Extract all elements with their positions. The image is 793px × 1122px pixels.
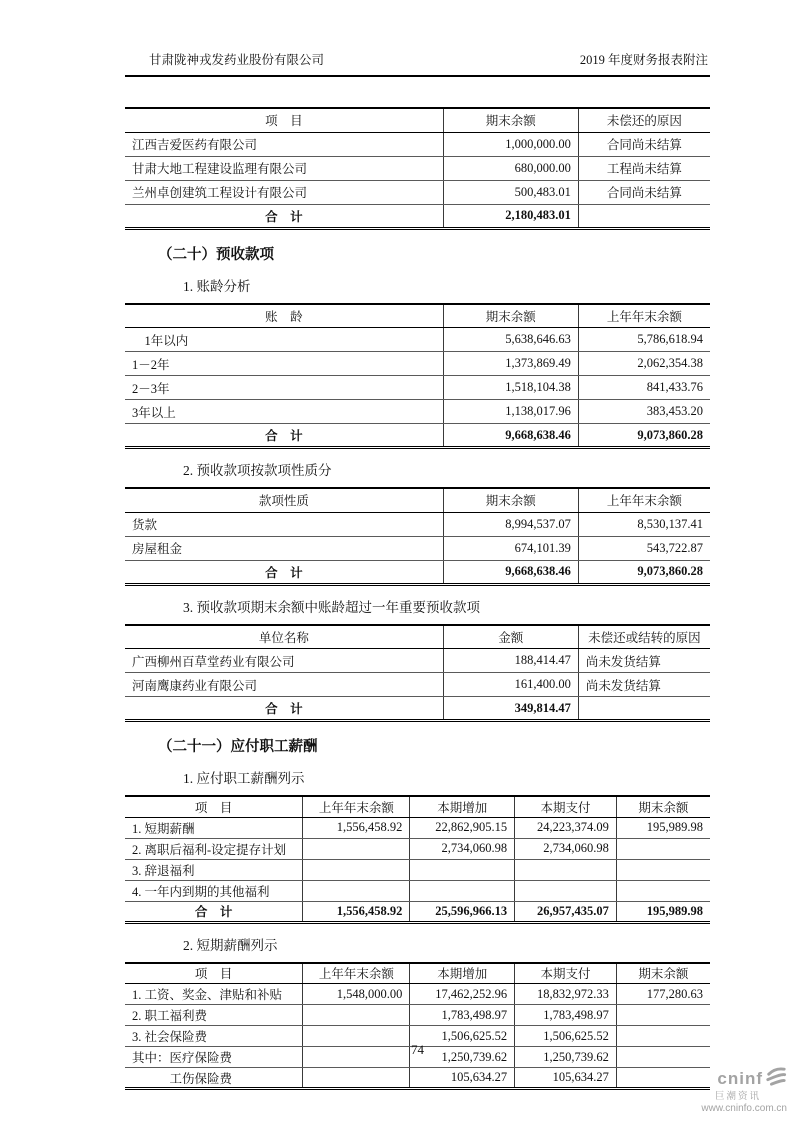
column-header: 上年年末余额	[303, 963, 410, 984]
column-header: 本期支付	[515, 796, 617, 817]
table-cell: 9,073,860.28	[578, 560, 710, 584]
table-cell	[578, 204, 710, 228]
table-cell: 1,250,739.62	[515, 1047, 617, 1068]
table-cell	[303, 859, 410, 880]
column-header: 本期支付	[515, 963, 617, 984]
table-cell: 383,453.20	[578, 400, 710, 424]
aging-analysis-table	[125, 303, 710, 450]
table-cell	[515, 859, 617, 880]
section-20-sub2-heading: 2. 预收款项按款项性质分	[183, 463, 332, 478]
table-cell: 24,223,374.09	[515, 817, 617, 838]
column-header: 期末余额	[443, 108, 578, 132]
table-header-row	[125, 796, 710, 817]
table-row	[125, 156, 710, 180]
table-cell: 9,668,638.46	[443, 560, 578, 584]
table-cell: 2,180,483.01	[443, 204, 578, 228]
section-20-sub1-heading: 1. 账龄分析	[183, 278, 251, 294]
table-cell: 1. 短期薪酬	[125, 817, 303, 838]
table-row	[125, 817, 710, 838]
table-cell: 3. 辞退福利	[125, 859, 303, 880]
total-row	[125, 204, 710, 228]
table-cell: 合 计	[125, 560, 443, 584]
column-header: 款项性质	[125, 488, 443, 512]
table-cell: 188,414.47	[443, 649, 578, 673]
table-cell: 18,832,972.33	[515, 984, 617, 1005]
table-cell	[303, 1068, 410, 1089]
page-number: 74	[411, 1042, 424, 1057]
section-21-heading: （二十一）应付职工薪酬	[158, 739, 318, 755]
table-cell	[616, 880, 710, 901]
column-header: 项 目	[125, 963, 303, 984]
table-cell: 25,596,966.13	[410, 901, 515, 922]
table-cell: 195,989.98	[616, 817, 710, 838]
table-cell: 合 计	[125, 901, 303, 922]
short-term-compensation-table	[125, 962, 710, 1091]
table-cell: 1,000,000.00	[443, 132, 578, 156]
table-cell: 841,433.76	[578, 376, 710, 400]
table-cell: 2,734,060.98	[515, 838, 617, 859]
table-header-row	[125, 625, 710, 649]
table-header-row	[125, 108, 710, 132]
total-row	[125, 560, 710, 584]
column-header: 上年年末余额	[578, 488, 710, 512]
table-cell	[410, 859, 515, 880]
cninfo-swirl-icon	[765, 1066, 787, 1091]
table-cell: 1,518,104.38	[443, 376, 578, 400]
table-row	[125, 859, 710, 880]
table-cell: 1－2年	[125, 352, 443, 376]
table-row	[125, 649, 710, 673]
table-cell	[303, 880, 410, 901]
table-cell: 5,786,618.94	[578, 328, 710, 352]
table-cell: 1,250,739.62	[410, 1047, 515, 1068]
table-cell: 3. 社会保险费	[125, 1026, 303, 1047]
table-row	[125, 838, 710, 859]
table-cell: 工程尚未结算	[578, 156, 710, 180]
table-cell: 2,062,354.38	[578, 352, 710, 376]
table-cell: 尚未发货结算	[578, 673, 710, 697]
table-cell	[616, 838, 710, 859]
table-row	[125, 376, 710, 400]
employee-payroll-table	[125, 795, 710, 924]
table-cell: 1. 工资、奖金、津贴和补贴	[125, 984, 303, 1005]
column-header: 账 龄	[125, 304, 443, 328]
table-cell: 兰州卓创建筑工程设计有限公司	[125, 180, 443, 204]
table-cell: 工伤保险费	[125, 1068, 303, 1089]
section-21-sub1-heading: 1. 应付职工薪酬列示	[183, 771, 305, 786]
table-row	[125, 1068, 710, 1089]
table-cell: 26,957,435.07	[515, 901, 617, 922]
table-row	[125, 536, 710, 560]
table-header-row	[125, 488, 710, 512]
table-cell: 2. 职工福利费	[125, 1005, 303, 1026]
table-cell: 合 计	[125, 697, 443, 721]
total-row	[125, 424, 710, 448]
table-cell: 1年以内	[125, 328, 443, 352]
company-name: 甘肃陇神戎发药业股份有限公司	[149, 53, 325, 67]
column-header: 本期增加	[410, 963, 515, 984]
table-row	[125, 400, 710, 424]
report-title: 2019 年度财务报表附注	[579, 53, 708, 67]
table-row	[125, 673, 710, 697]
page-content	[125, 50, 710, 1090]
table-cell: 3年以上	[125, 400, 443, 424]
table-row	[125, 1005, 710, 1026]
payment-nature-table	[125, 487, 710, 586]
table-cell	[303, 1005, 410, 1026]
section-20-sub3-heading: 3. 预收款项期末余额中账龄超过一年重要预收款项	[183, 599, 480, 615]
table-cell: 177,280.63	[616, 984, 710, 1005]
table-row	[125, 328, 710, 352]
table-cell: 合 计	[125, 204, 443, 228]
table-cell	[303, 838, 410, 859]
table-row	[125, 880, 710, 901]
column-header: 金额	[443, 625, 578, 649]
table-cell: 1,138,017.96	[443, 400, 578, 424]
table-cell: 4. 一年内到期的其他福利	[125, 880, 303, 901]
column-header: 项 目	[125, 796, 303, 817]
table-header-row	[125, 304, 710, 328]
table-cell: 22,862,905.15	[410, 817, 515, 838]
table-cell: 广西柳州百草堂药业有限公司	[125, 649, 443, 673]
document-header	[125, 50, 710, 77]
column-header: 期末余额	[443, 304, 578, 328]
column-header: 本期增加	[410, 796, 515, 817]
section-21-sub2-heading: 2. 短期薪酬列示	[183, 937, 278, 953]
table-cell: 9,668,638.46	[443, 424, 578, 448]
unpaid-balances-table	[125, 107, 710, 230]
table-cell: 货款	[125, 512, 443, 536]
section-20-heading: （二十）预收款项	[158, 246, 274, 263]
column-header: 未偿还或结转的原因	[578, 625, 710, 649]
table-cell: 349,814.47	[443, 697, 578, 721]
table-cell: 105,634.27	[515, 1068, 617, 1089]
column-header: 期末余额	[443, 488, 578, 512]
cninfo-logo-brand: cninf	[717, 1069, 763, 1089]
column-header: 期末余额	[616, 963, 710, 984]
column-header: 上年年末余额	[303, 796, 410, 817]
table-cell: 1,556,458.92	[303, 901, 410, 922]
table-cell: 17,462,252.96	[410, 984, 515, 1005]
table-cell: 合 计	[125, 424, 443, 448]
table-cell: 674,101.39	[443, 536, 578, 560]
column-header: 上年年末余额	[578, 304, 710, 328]
table-cell: 1,373,869.49	[443, 352, 578, 376]
table-cell	[616, 1068, 710, 1089]
table-cell: 1,783,498.97	[410, 1005, 515, 1026]
table-cell: 5,638,646.63	[443, 328, 578, 352]
table-cell: 543,722.87	[578, 536, 710, 560]
table-cell: 2－3年	[125, 376, 443, 400]
table-cell: 8,530,137.41	[578, 512, 710, 536]
table-cell: 8,994,537.07	[443, 512, 578, 536]
table-cell: 161,400.00	[443, 673, 578, 697]
table-cell	[515, 880, 617, 901]
table-cell: 尚未发货结算	[578, 649, 710, 673]
total-row	[125, 901, 710, 922]
table-cell	[578, 697, 710, 721]
table-cell: 9,073,860.28	[578, 424, 710, 448]
table-cell: 1,556,458.92	[303, 817, 410, 838]
table-cell: 1,506,625.52	[515, 1026, 617, 1047]
table-cell: 江西吉爱医药有限公司	[125, 132, 443, 156]
table-cell: 其中：医疗保险费	[125, 1047, 303, 1068]
table-cell	[616, 859, 710, 880]
table-row	[125, 352, 710, 376]
table-cell: 2. 离职后福利-设定提存计划	[125, 838, 303, 859]
table-cell: 680,000.00	[443, 156, 578, 180]
table-cell: 105,634.27	[410, 1068, 515, 1089]
cninfo-logo-url: www.cninfo.com.cn	[701, 1102, 787, 1114]
table-cell: 1,506,625.52	[410, 1026, 515, 1047]
table-cell	[410, 880, 515, 901]
column-header: 未偿还的原因	[578, 108, 710, 132]
cninfo-logo	[701, 1066, 787, 1114]
table-cell: 1,548,000.00	[303, 984, 410, 1005]
table-cell	[616, 1005, 710, 1026]
table-row	[125, 132, 710, 156]
table-cell: 195,989.98	[616, 901, 710, 922]
table-cell: 河南鹰康药业有限公司	[125, 673, 443, 697]
table-cell: 甘肃大地工程建设监理有限公司	[125, 156, 443, 180]
table-cell: 合同尚未结算	[578, 132, 710, 156]
table-cell: 合同尚未结算	[578, 180, 710, 204]
table-cell: 房屋租金	[125, 536, 443, 560]
table-header-row	[125, 963, 710, 984]
total-row	[125, 697, 710, 721]
table-cell: 1,783,498.97	[515, 1005, 617, 1026]
column-header: 期末余额	[616, 796, 710, 817]
column-header: 项 目	[125, 108, 443, 132]
table-cell: 2,734,060.98	[410, 838, 515, 859]
table-row	[125, 180, 710, 204]
column-header: 单位名称	[125, 625, 443, 649]
over-one-year-advances-table	[125, 624, 710, 723]
cninfo-logo-chinese: 巨潮资讯	[714, 1090, 761, 1102]
table-row	[125, 984, 710, 1005]
table-cell: 500,483.01	[443, 180, 578, 204]
table-row	[125, 512, 710, 536]
